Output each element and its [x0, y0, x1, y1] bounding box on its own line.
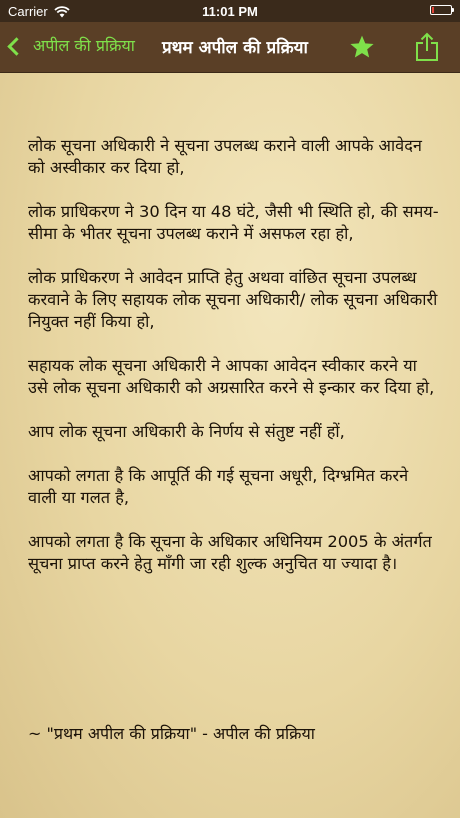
- navigation-bar: [0, 22, 460, 73]
- attribution: ~ "प्रथम अपील की प्रक्रिया" - अपील की प्रक्रिया: [28, 724, 315, 743]
- status-bar: [0, 0, 460, 22]
- content-area: [0, 73, 460, 818]
- paragraph-6: आपको लगता है कि आपूर्ति की गई सूचना अधूरी, दिग्भ्रमित करने वाली या गलत है,: [28, 466, 409, 507]
- paragraph-1: लोक सूचना अधिकारी ने सूचना उपलब्ध कराने वाली आपके आवेदन को अस्वीकार कर दिया हो,: [28, 136, 422, 177]
- content-text: [28, 135, 440, 597]
- back-button[interactable]: [10, 34, 135, 56]
- share-icon[interactable]: [414, 32, 440, 62]
- paragraph-2: लोक प्राधिकरण ने 30 दिन या 48 घंटे, जैसी भी स्थिति हो, की समय-सीमा के भीतर सूचना उपलब्ध कराने में असफल रहा हो,: [28, 202, 439, 243]
- status-right: [430, 5, 452, 15]
- paragraph-4: सहायक लोक सूचना अधिकारी ने आपका आवेदन स्वीकार करने या उसे लोक सूचना अधिकारी को अग्रसारित करने से इन्कार कर दिया हो,: [28, 356, 435, 397]
- battery-level: [432, 7, 434, 13]
- paragraph-5: आप लोक सूचना अधिकारी के निर्णय से संतुष्ट नहीं हों,: [28, 422, 345, 441]
- paragraph-7: आपको लगता है कि सूचना के अधिकार अधिनियम 2005 के अंतर्गत सूचना प्राप्त करने हेतु माँगी जा रही शुल्क अनुचित या ज्यादा है।: [28, 532, 432, 573]
- back-button-label: अपील की प्रक्रिया: [33, 36, 135, 55]
- battery-icon: [430, 5, 452, 15]
- chevron-left-icon: [7, 37, 25, 55]
- status-time: 11:01 PM: [202, 4, 258, 19]
- page-title: प्रथम अपील की प्रक्रिया: [162, 38, 308, 58]
- star-icon[interactable]: [349, 34, 375, 60]
- carrier-label: Carrier: [8, 4, 48, 19]
- paragraph-3: लोक प्राधिकरण ने आवेदन प्राप्ति हेतु अथवा वांछित सूचना उपलब्ध करवाने के लिए सहायक लोक सूचना अधिकारी/ लोक सूचना अधिकारी नियुक्त नहीं किया हो,: [28, 268, 438, 331]
